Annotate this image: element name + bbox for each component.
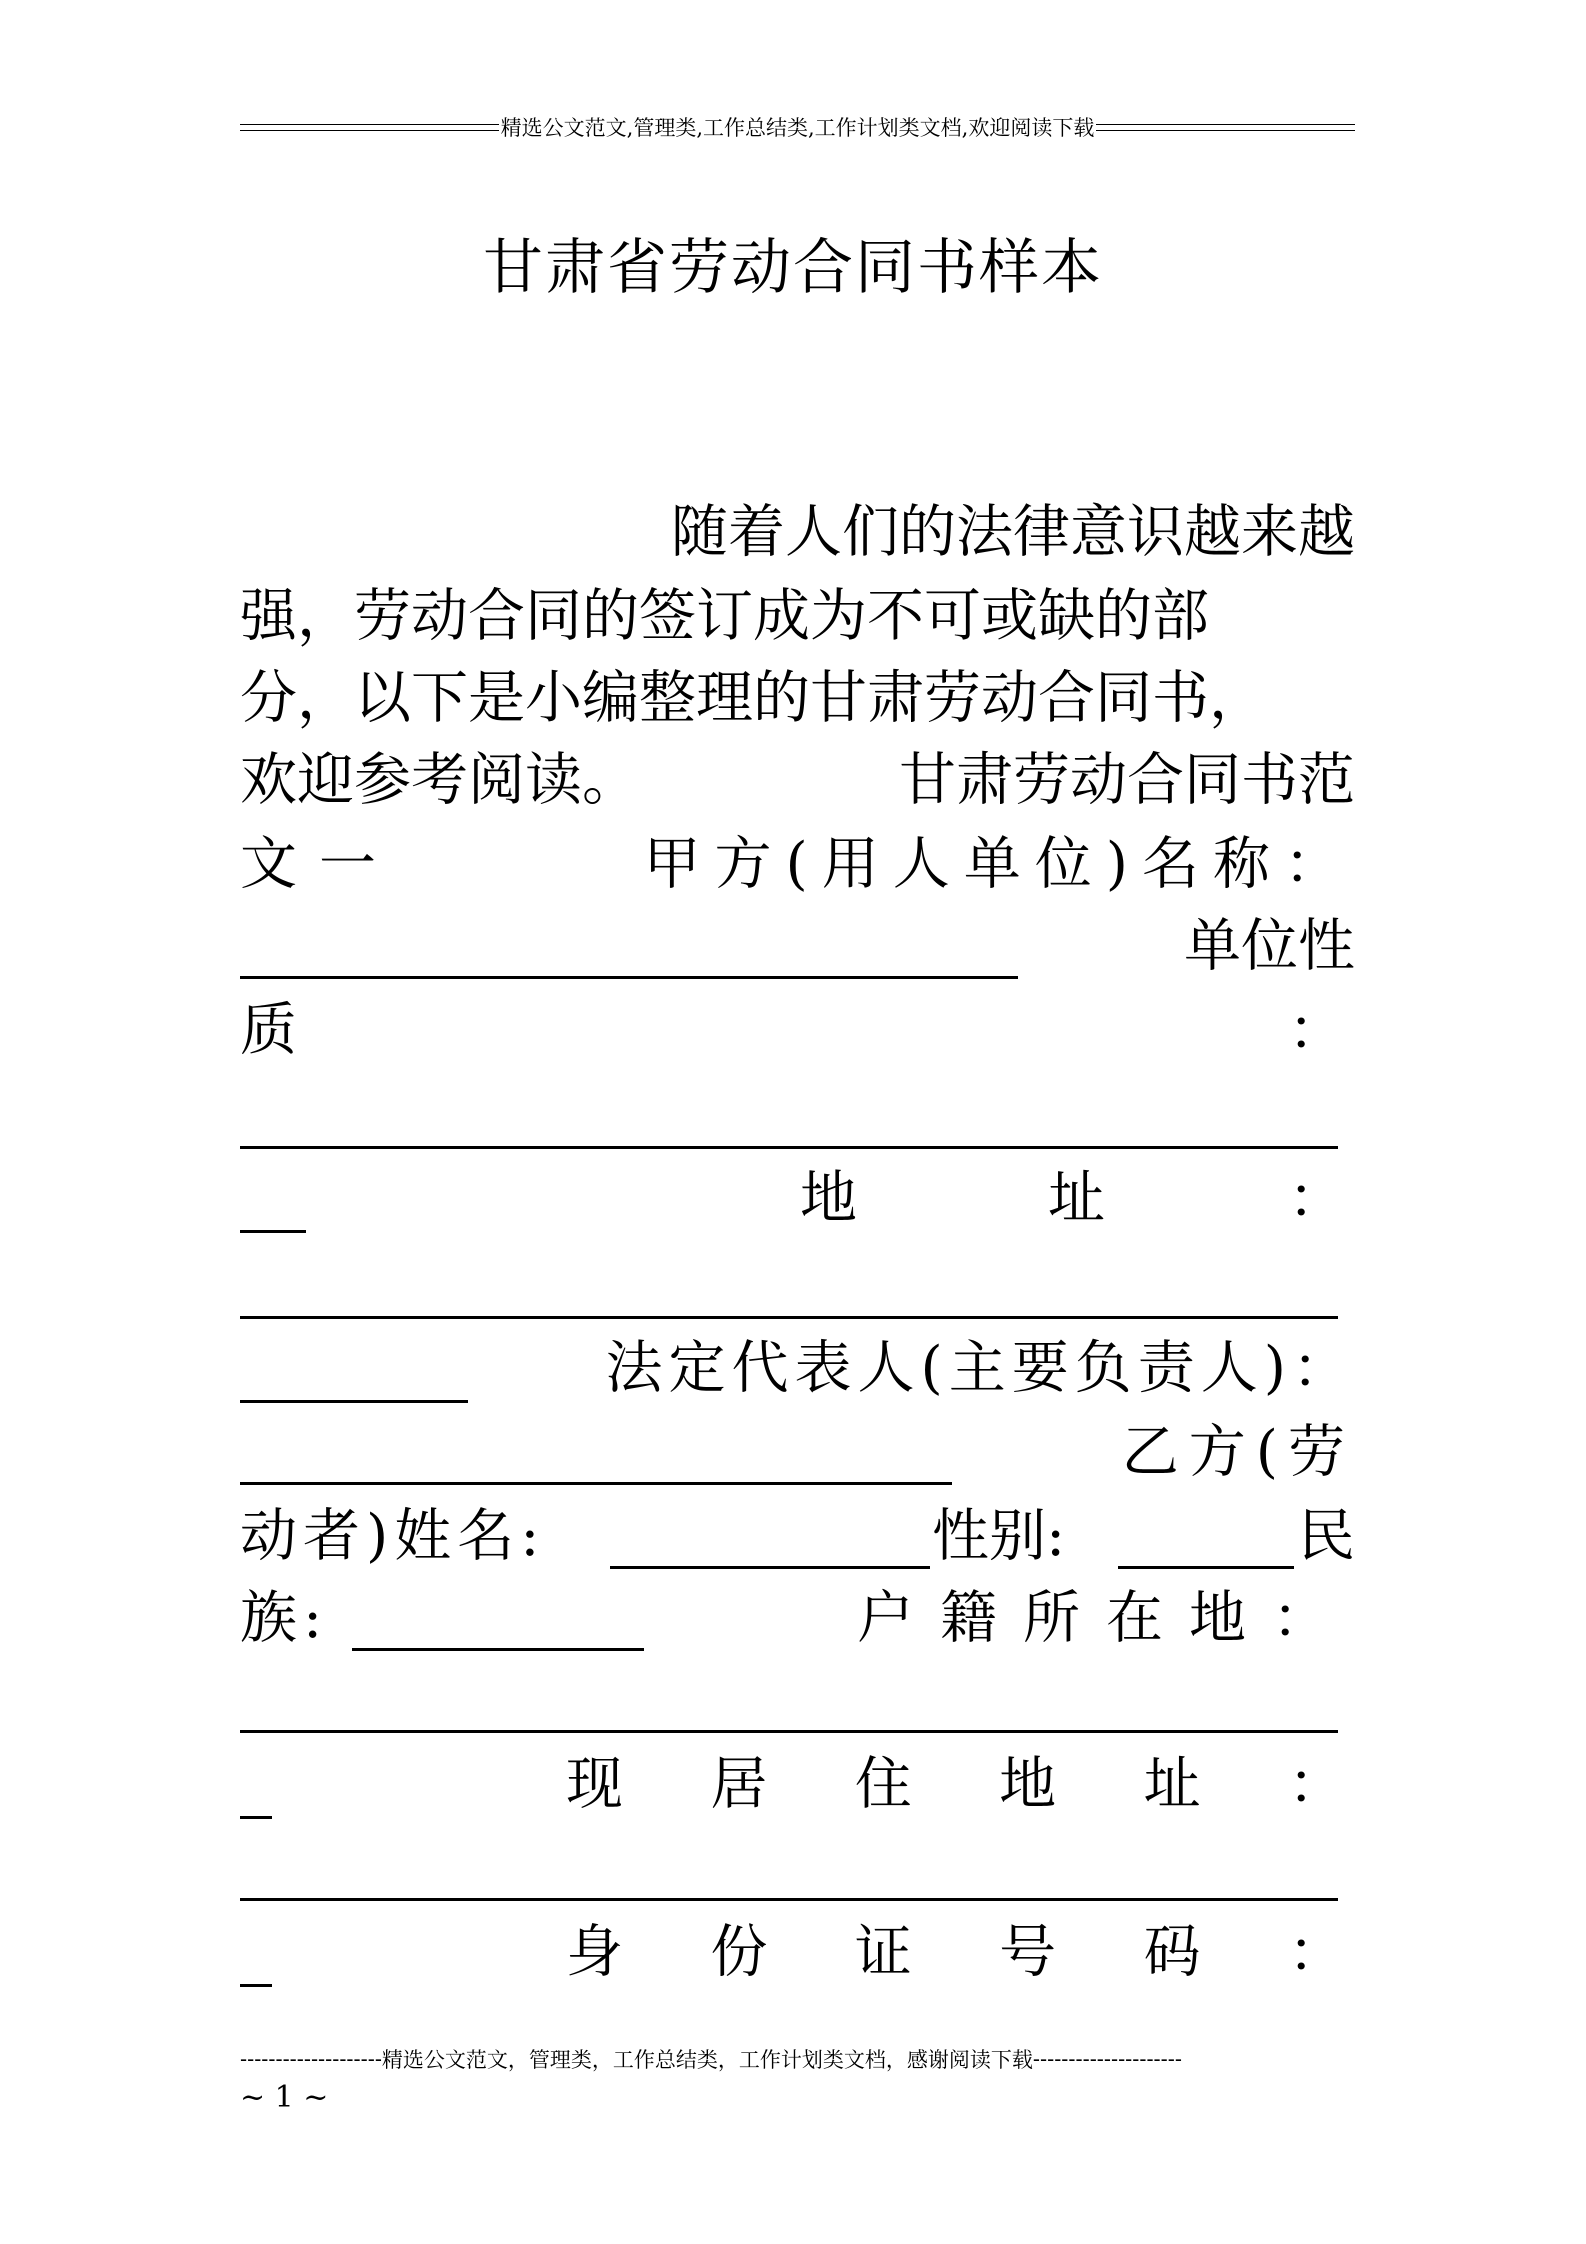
footer-text: 精选公文范文，管理类，工作总结类，工作计划类文档，感谢阅读下载 [381,2048,1033,2072]
blank-underline [240,1482,952,1485]
field-label-gender: 性别: [932,1503,1066,1569]
blank-underline [240,1898,1338,1901]
field-label-household-registration: 户籍所在地： [857,1585,1355,1651]
blank-underline [1118,1566,1294,1569]
page-number: ~ 1 ~ [240,2080,329,2115]
field-label-employer-name: 甲方(用人单位)名称： [643,831,1355,897]
field-label-legal-representative: 法定代表人(主要负责人)： [605,1335,1355,1401]
blank-underline [240,976,1018,979]
body-line-14 [240,1576,1355,1660]
char: 码 [1143,1919,1201,1985]
colon: ： [1288,997,1345,1063]
section-heading-party-b: 乙方(劳 [1121,1419,1355,1485]
field-label-current-address [566,1742,1345,1826]
char: 住 [854,1751,912,1817]
body-line-3 [240,656,1355,740]
field-label-id-number [566,1910,1345,1994]
body-line-4 [240,738,1355,822]
blank-underline [240,1316,1338,1319]
document-title: 甘肃省劳动合同书样本 [483,233,1103,303]
page-header [240,112,1355,142]
field-label-ethnicity: 民 [1298,1503,1355,1569]
blank-underline [240,1730,1338,1733]
body-line-11 [240,1326,1355,1410]
char: 份 [710,1919,768,1985]
char: 居 [710,1751,768,1817]
body-line-18 [240,1910,1355,1994]
body-line-7 [240,988,1355,1072]
body-line-1 [240,490,1355,574]
body-text: 质 [240,997,297,1063]
char: 址 [1143,1751,1201,1817]
char: 号 [999,1919,1057,1985]
body-line-6 [240,904,1355,988]
blank-underline [240,1146,1338,1149]
field-label-address: 地 [800,1165,857,1231]
field-label-unit-nature: 单位性 [1184,913,1355,979]
body-line-2 [240,574,1355,658]
body-text: 欢迎参考阅读。 [240,747,639,813]
colon: ： [1288,1165,1345,1231]
body-line-5 [240,822,1355,906]
body-text: 强，劳动合同的签订成为不可或缺的部 [240,583,1209,649]
body-text: 分，以下是小编整理的甘肃劳动合同书， [240,665,1266,731]
blank-underline [610,1566,930,1569]
section-heading: 文一 [240,831,398,897]
footer-dashes-right: --------------------- [1032,2047,1182,2071]
header-rule-left [240,124,499,131]
blank-underline [240,1816,272,1819]
body-line-13 [240,1494,1355,1578]
body-line-12 [240,1410,1355,1494]
field-label-address: 址 [1048,1165,1105,1231]
section-heading: 甘肃劳动合同书范 [899,747,1355,813]
blank-underline [240,1230,306,1233]
char: 地 [999,1751,1057,1817]
field-label-name: 动者)姓名: [240,1503,546,1569]
body-line-16 [240,1742,1355,1826]
colon: ： [1287,1751,1345,1817]
char: 证 [854,1919,912,1985]
page-footer [240,2044,1320,2074]
footer-dashes-left: -------------------- [240,2047,382,2071]
body-text: 族: [240,1585,329,1651]
colon: ： [1287,1919,1345,1985]
blank-underline [240,1400,468,1403]
body-line-9 [240,1156,1355,1240]
blank-underline [240,1984,272,1987]
blank-underline [352,1648,644,1651]
header-rule-right [1096,124,1355,131]
char: 现 [566,1751,623,1817]
char: 身 [566,1919,623,1985]
body-text: 随着人们的法律意识越来越 [671,499,1355,565]
header-text: 精选公文范文,管理类,工作总结类,工作计划类文档,欢迎阅读下载 [500,116,1095,140]
